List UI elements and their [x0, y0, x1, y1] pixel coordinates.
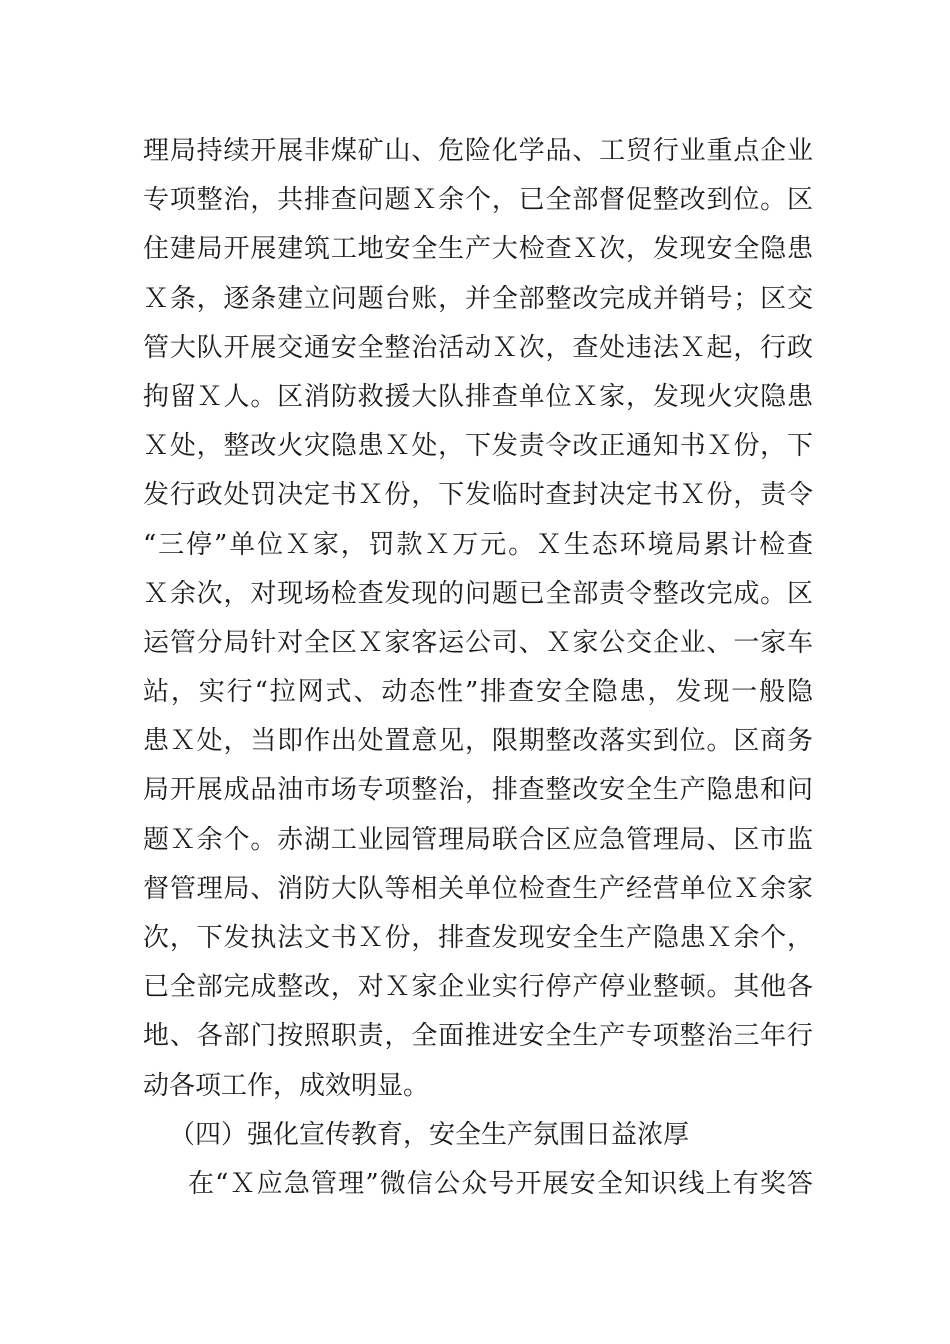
paragraph-line: 地、各部门按照职责，全面推进安全生产专项整治三年行 — [143, 1021, 813, 1052]
paragraph-line: 患Ｘ处，当即作出处置意见，限期整改落实到位。区商务 — [143, 726, 813, 757]
paragraph-line: 理局持续开展非煤矿山、危险化学品、工贸行业重点企业 — [143, 136, 813, 166]
paragraph-line: 发行政处罚决定书Ｘ份，下发临时查封决定书Ｘ份，责令 — [143, 480, 813, 511]
paragraph-line: Ｘ处，整改火灾隐患Ｘ处，下发责令改正通知书Ｘ份，下 — [143, 431, 813, 462]
paragraph-line: 已全部完成整改，对Ｘ家企业实行停产停业整顿。其他各 — [143, 972, 813, 1003]
section-heading: （四）强化宣传教育，安全生产氛围日益浓厚 — [169, 1119, 690, 1150]
paragraph-line: 题Ｘ余个。赤湖工业园管理局联合区应急管理局、区市监 — [143, 824, 813, 855]
paragraph-line: 专项整治，共排查问题Ｘ余个，已全部督促整改到位。区 — [143, 185, 813, 216]
paragraph-line: 运管分局针对全区Ｘ家客运公司、Ｘ家公交企业、一家车 — [143, 627, 813, 658]
paragraph-line: Ｘ余次，对现场检查发现的问题已全部责令整改完成。区 — [143, 578, 813, 609]
paragraph-line: 管大队开展交通安全整治活动Ｘ次，查处违法Ｘ起，行政 — [143, 332, 813, 363]
document-body — [143, 127, 813, 1209]
paragraph-last-line: 动各项工作，成效明显。 — [143, 1070, 430, 1101]
paragraph-line: Ｘ条，逐条建立问题台账，并全部整改完成并销号；区交 — [143, 283, 813, 314]
paragraph-line: 督管理局、消防大队等相关单位检查生产经营单位Ｘ余家 — [143, 873, 813, 904]
paragraph-line: “三停”单位Ｘ家，罚款Ｘ万元。Ｘ生态环境局累计检查 — [143, 529, 813, 560]
paragraph-line: 住建局开展建筑工地安全生产大检查Ｘ次，发现安全隐患 — [143, 234, 813, 265]
paragraph-line: 拘留Ｘ人。区消防救援大队排查单位Ｘ家，发现火灾隐患 — [143, 381, 813, 412]
paragraph-line: 次，下发执法文书Ｘ份，排查发现安全生产隐患Ｘ余个， — [143, 923, 813, 953]
paragraph-line: 站，实行“拉网式、动态性”排查安全隐患，发现一般隐 — [143, 677, 813, 708]
paragraph-line: 在“Ｘ应急管理”微信公众号开展安全知识线上有奖答 — [188, 1168, 813, 1199]
paragraph-line: 局开展成品油市场专项整治，排查整改安全生产隐患和问 — [143, 775, 813, 806]
